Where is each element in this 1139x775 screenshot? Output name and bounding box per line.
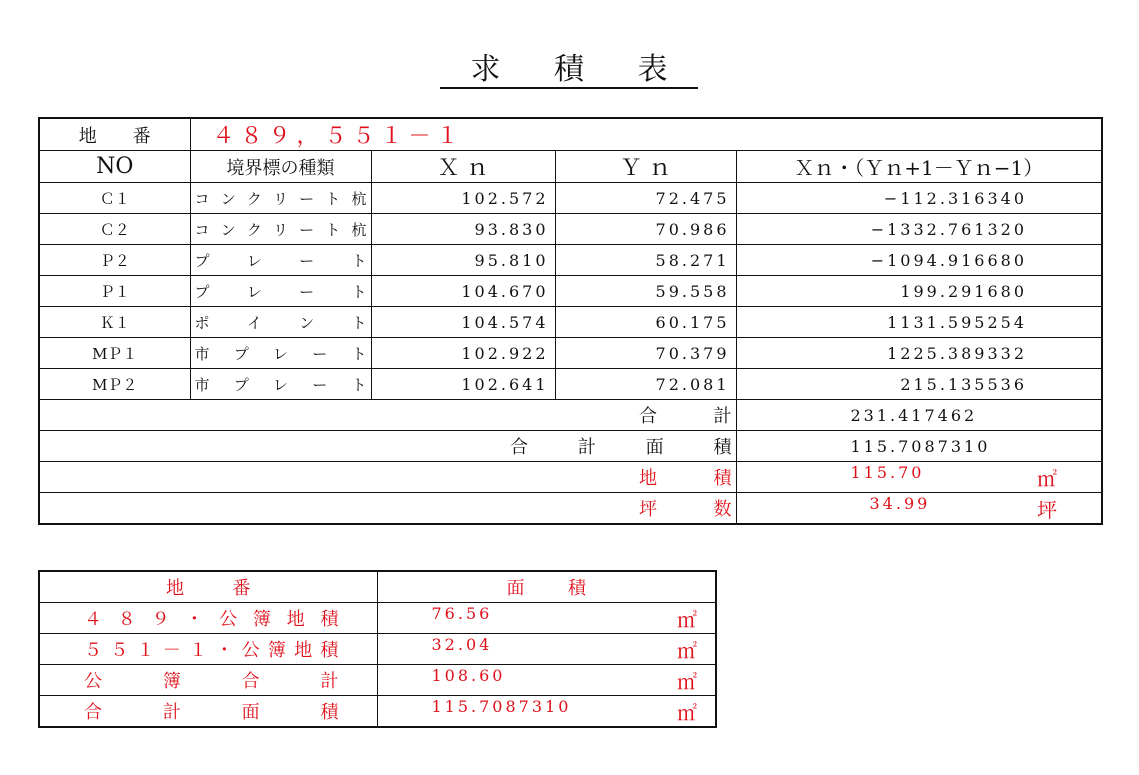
point-row [39,183,1102,214]
official-area-table [38,570,717,728]
header-xn: Ｘ ｎ [371,151,555,183]
header-no: NO [39,151,190,183]
summary-label: 公 簿 合 計 [84,671,339,692]
point-rows [39,183,1102,400]
sum-label: 合 計 [639,406,732,427]
point-no: MＰ１ [39,338,190,369]
lot-row [39,118,1102,151]
point-type: プ レ ー ト [194,282,367,301]
summary-unit: ㎡ [677,700,697,725]
point-row [39,338,1102,369]
tsubo-label: 坪 数 [639,499,732,520]
point-xn: 102.572 [371,183,555,214]
summary-label: 合 計 面 積 [84,702,339,723]
point-yn: 59.558 [555,276,736,307]
summary-row [39,665,716,696]
point-no: MＰ２ [39,369,190,400]
point-row [39,276,1102,307]
summary-value: 32.04 [431,634,493,654]
summary-value: 115.7087310 [431,696,572,716]
point-yn: 60.175 [555,307,736,338]
point-value: −1094.916680 [736,245,1102,276]
point-row [39,245,1102,276]
land-area-value: 115.70 [850,462,925,482]
sum-row [39,400,1102,431]
land-area-unit: ㎡ [1037,466,1058,491]
header-row [39,151,1102,183]
summary-unit: ㎡ [677,607,697,632]
summary-label: ４ ８ ９ ・ 公 簿 地 積 [84,609,339,630]
tsubo-unit: 坪 [1037,497,1058,522]
summary-header-row [39,571,716,603]
sum-value: 231.417462 [736,400,1102,431]
summary-header-area: 面 積 [506,578,586,599]
land-area-row [39,462,1102,493]
point-no: Ｃ１ [39,183,190,214]
tsubo-row [39,493,1102,525]
area-calculation-table [38,117,1103,525]
point-value: −112.316340 [736,183,1102,214]
point-xn: 95.810 [371,245,555,276]
header-yn: Ｙ ｎ [555,151,736,183]
page-title: 求 積 表 [470,52,690,87]
point-value: 199.291680 [736,276,1102,307]
total-area-row [39,431,1102,462]
point-type: 市 プ レ ー ト [194,344,367,363]
point-no: Ｋ１ [39,307,190,338]
total-area-value: 115.7087310 [736,431,1102,462]
point-no: Ｐ１ [39,276,190,307]
point-value: −1332.761320 [736,214,1102,245]
point-yn: 70.379 [555,338,736,369]
point-row [39,214,1102,245]
summary-unit: ㎡ [677,638,697,663]
header-type: 境界標の種類 [190,151,371,183]
summary-row [39,696,716,728]
point-yn: 72.081 [555,369,736,400]
title-underline [440,87,698,89]
summary-header-lot: 地 番 [166,578,251,599]
land-area-label: 地 積 [639,468,732,489]
summary-row [39,634,716,665]
header-formula: Ｘｎ・（Ｙｎ+1－Ｙｎ−1） [736,151,1102,183]
summary-row [39,603,716,634]
total-area-label: 合 計 面 積 [510,437,732,458]
point-type: コ ン ク リ ー ト 杭 [194,220,367,239]
lot-value: ４８９，５５１－１ [190,118,1102,151]
point-value: 1131.595254 [736,307,1102,338]
point-value: 215.135536 [736,369,1102,400]
point-xn: 104.670 [371,276,555,307]
tsubo-value: 34.99 [869,493,931,513]
summary-unit: ㎡ [677,669,697,694]
summary-value: 76.56 [431,603,493,623]
point-row [39,369,1102,400]
point-type: プ レ ー ト [194,251,367,270]
point-row [39,307,1102,338]
lot-label: 地 番 [39,118,190,151]
point-yn: 70.986 [555,214,736,245]
summary-label: ５ ５ １ － １ ・ 公 簿 地 積 [84,640,339,661]
point-xn: 104.574 [371,307,555,338]
point-xn: 102.922 [371,338,555,369]
point-no: Ｃ２ [39,214,190,245]
point-yn: 72.475 [555,183,736,214]
point-xn: 102.641 [371,369,555,400]
point-xn: 93.830 [371,214,555,245]
point-value: 1225.389332 [736,338,1102,369]
point-type: ポ イ ン ト [194,313,367,332]
point-type: コ ン ク リ ー ト 杭 [194,189,367,208]
point-type: 市 プ レ ー ト [194,375,367,394]
point-no: Ｐ２ [39,245,190,276]
summary-rows [39,603,716,728]
point-yn: 58.271 [555,245,736,276]
summary-value: 108.60 [431,665,506,685]
